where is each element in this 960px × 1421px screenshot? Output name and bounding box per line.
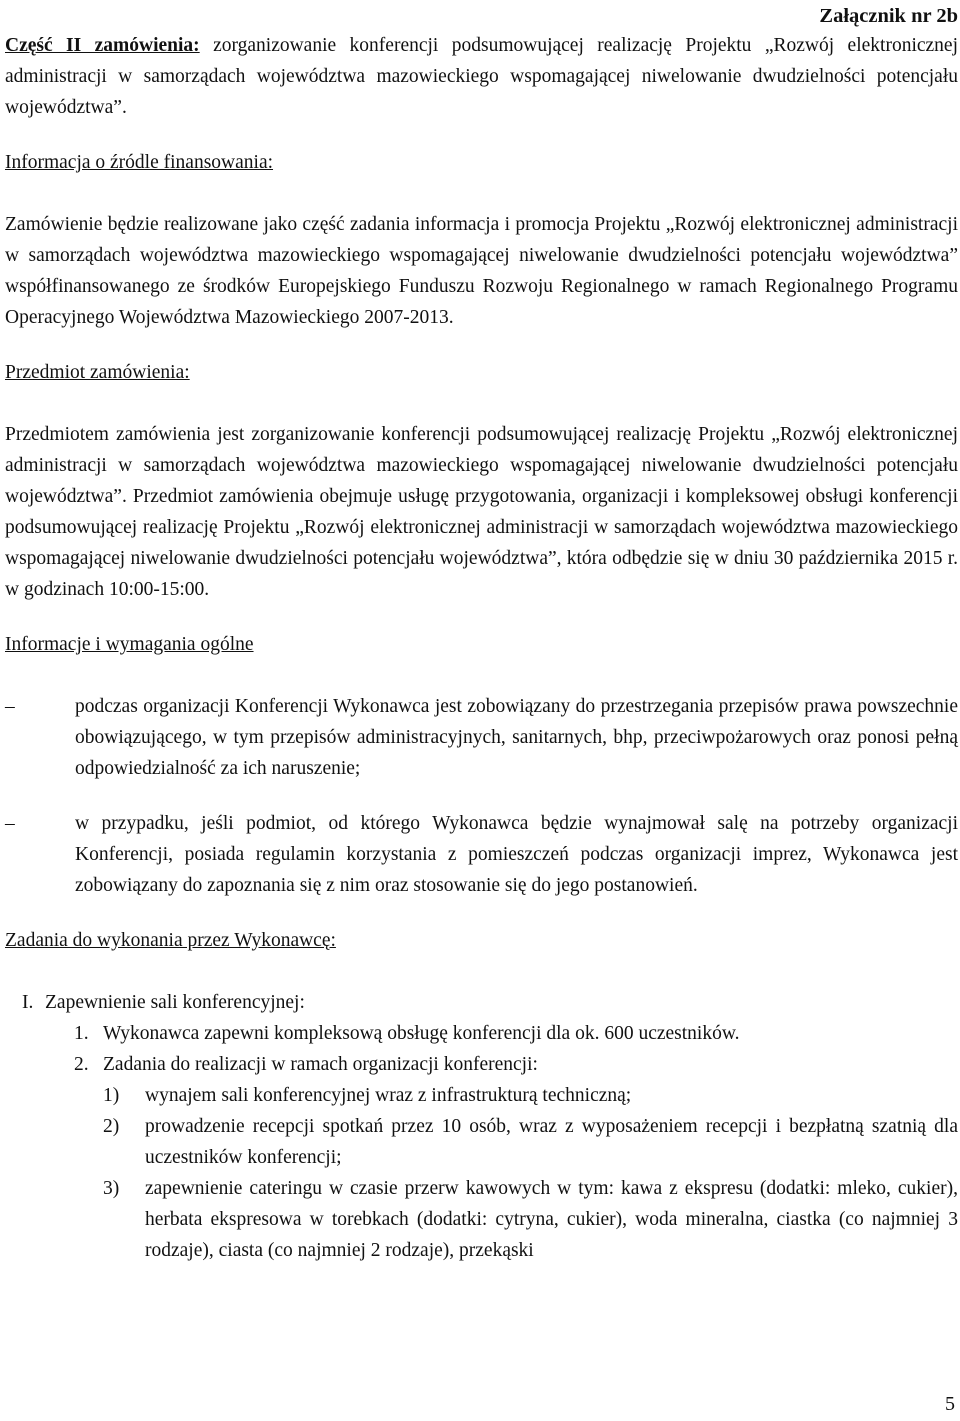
page-number: 5 bbox=[945, 1393, 955, 1415]
subtask-text: zapewnienie cateringu w czasie przerw kawowych w tym: kawa z ekspresu (dodatki: mleko, cukier), herbata ekspresowa w torebkach (dodatki: cytryna, cukier), woda mineralna, ciastka (co najmniej 3 rodzaje), ciasta (co najmniej 2 rodzaje), przekąski bbox=[145, 1178, 958, 1261]
task-marker: 1. bbox=[74, 1023, 89, 1044]
part-label: Część II zamówienia: bbox=[5, 35, 200, 56]
dash-bullet: – bbox=[5, 696, 15, 717]
section-marker: I. bbox=[22, 992, 34, 1013]
task-item bbox=[5, 1018, 958, 1049]
subject-paragraph: Przedmiotem zamówienia jest zorganizowanie konferencji podsumowującej realizację Projektu „Rozwój elektronicznej administracji w samorządach województwa mazowieckiego wspomagającej niwelowanie dwudzielności potencjału województwa”. Przedmiot zamówienia obejmuje usługę przygotowania, organizacji i kompleksowej obsługi konferencji podsumowującej realizację Projektu „Rozwój elektronicznej administracji w samorządach województwa mazowieckiego wspomagającej niwelowanie dwudzielności potencjału województwa”, która odbędzie się w dniu 30 października 2015 r. w godzinach 10:00-15:00. bbox=[5, 424, 958, 600]
general-list-item bbox=[5, 691, 958, 784]
task-text: Zadania do realizacji w ramach organizacji konferencji: bbox=[103, 1054, 538, 1075]
general-list-item bbox=[5, 808, 958, 901]
general-item-text: podczas organizacji Konferencji Wykonawca jest zobowiązany do przestrzegania przepisów prawa powszechnie obowiązującego, w tym przepisów administracyjnych, sanitarnych, bhp, przeciwpożarowych oraz ponosi pełną odpowiedzialność za ich naruszenie; bbox=[75, 696, 958, 779]
subtask-text: prowadzenie recepcji spotkań przez 10 osób, wraz z wyposażeniem recepcji i bezpłatną szatnią dla uczestników konferencji; bbox=[145, 1116, 958, 1168]
financing-paragraph: Zamówienie będzie realizowane jako część zadania informacja i promocja Projektu „Rozwój elektronicznej administracji w samorządach województwa mazowieckiego wspomagającej niwelowanie dwudzielności potencjału województwa” współfinansowanego ze środków Europejskiego Funduszu Rozwoju Regionalnego w ramach Regionalnego Programu Operacyjnego Województwa Mazowieckiego 2007-2013. bbox=[5, 214, 958, 328]
general-item-text: w przypadku, jeśli podmiot, od którego Wykonawca będzie wynajmował salę na potrzeby organizacji Konferencji, posiada regulamin korzystania z pomieszczeń podczas organizacji imprez, Wykonawca jest zobowiązany do zapoznania się z nim oraz stosowanie się do jego postanowień. bbox=[75, 813, 958, 896]
task-marker: 2. bbox=[74, 1054, 89, 1075]
general-heading: Informacje i wymagania ogólne bbox=[5, 634, 254, 655]
subtask-item bbox=[5, 1173, 958, 1266]
section-title: Zapewnienie sali konferencyjnej: bbox=[45, 992, 305, 1013]
subtask-marker: 2) bbox=[103, 1116, 120, 1137]
subtask-item bbox=[5, 1111, 958, 1173]
subtask-item bbox=[5, 1080, 958, 1111]
section-item bbox=[5, 987, 958, 1018]
tasks-heading: Zadania do wykonania przez Wykonawcę: bbox=[5, 930, 336, 951]
attachment-header: Załącznik nr 2b bbox=[819, 5, 958, 27]
part-paragraph bbox=[5, 30, 958, 123]
subject-heading: Przedmiot zamówienia: bbox=[5, 362, 190, 383]
financing-heading: Informacja o źródle finansowania: bbox=[5, 152, 274, 173]
subtask-text: wynajem sali konferencyjnej wraz z infrastrukturą techniczną; bbox=[145, 1085, 632, 1106]
dash-bullet: – bbox=[5, 813, 15, 834]
part-text: zorganizowanie konferencji podsumowującej realizację Projektu „Rozwój elektronicznej administracji w samorządach województwa mazowieckiego wspomagającej niwelowanie dwudzielności potencjału województwa”. bbox=[5, 35, 958, 118]
document-page bbox=[5, 0, 958, 1266]
subtask-marker: 1) bbox=[103, 1085, 120, 1106]
subtask-marker: 3) bbox=[103, 1178, 120, 1199]
task-item bbox=[5, 1049, 958, 1080]
task-text: Wykonawca zapewni kompleksową obsługę konferencji dla ok. 600 uczestników. bbox=[103, 1023, 740, 1044]
